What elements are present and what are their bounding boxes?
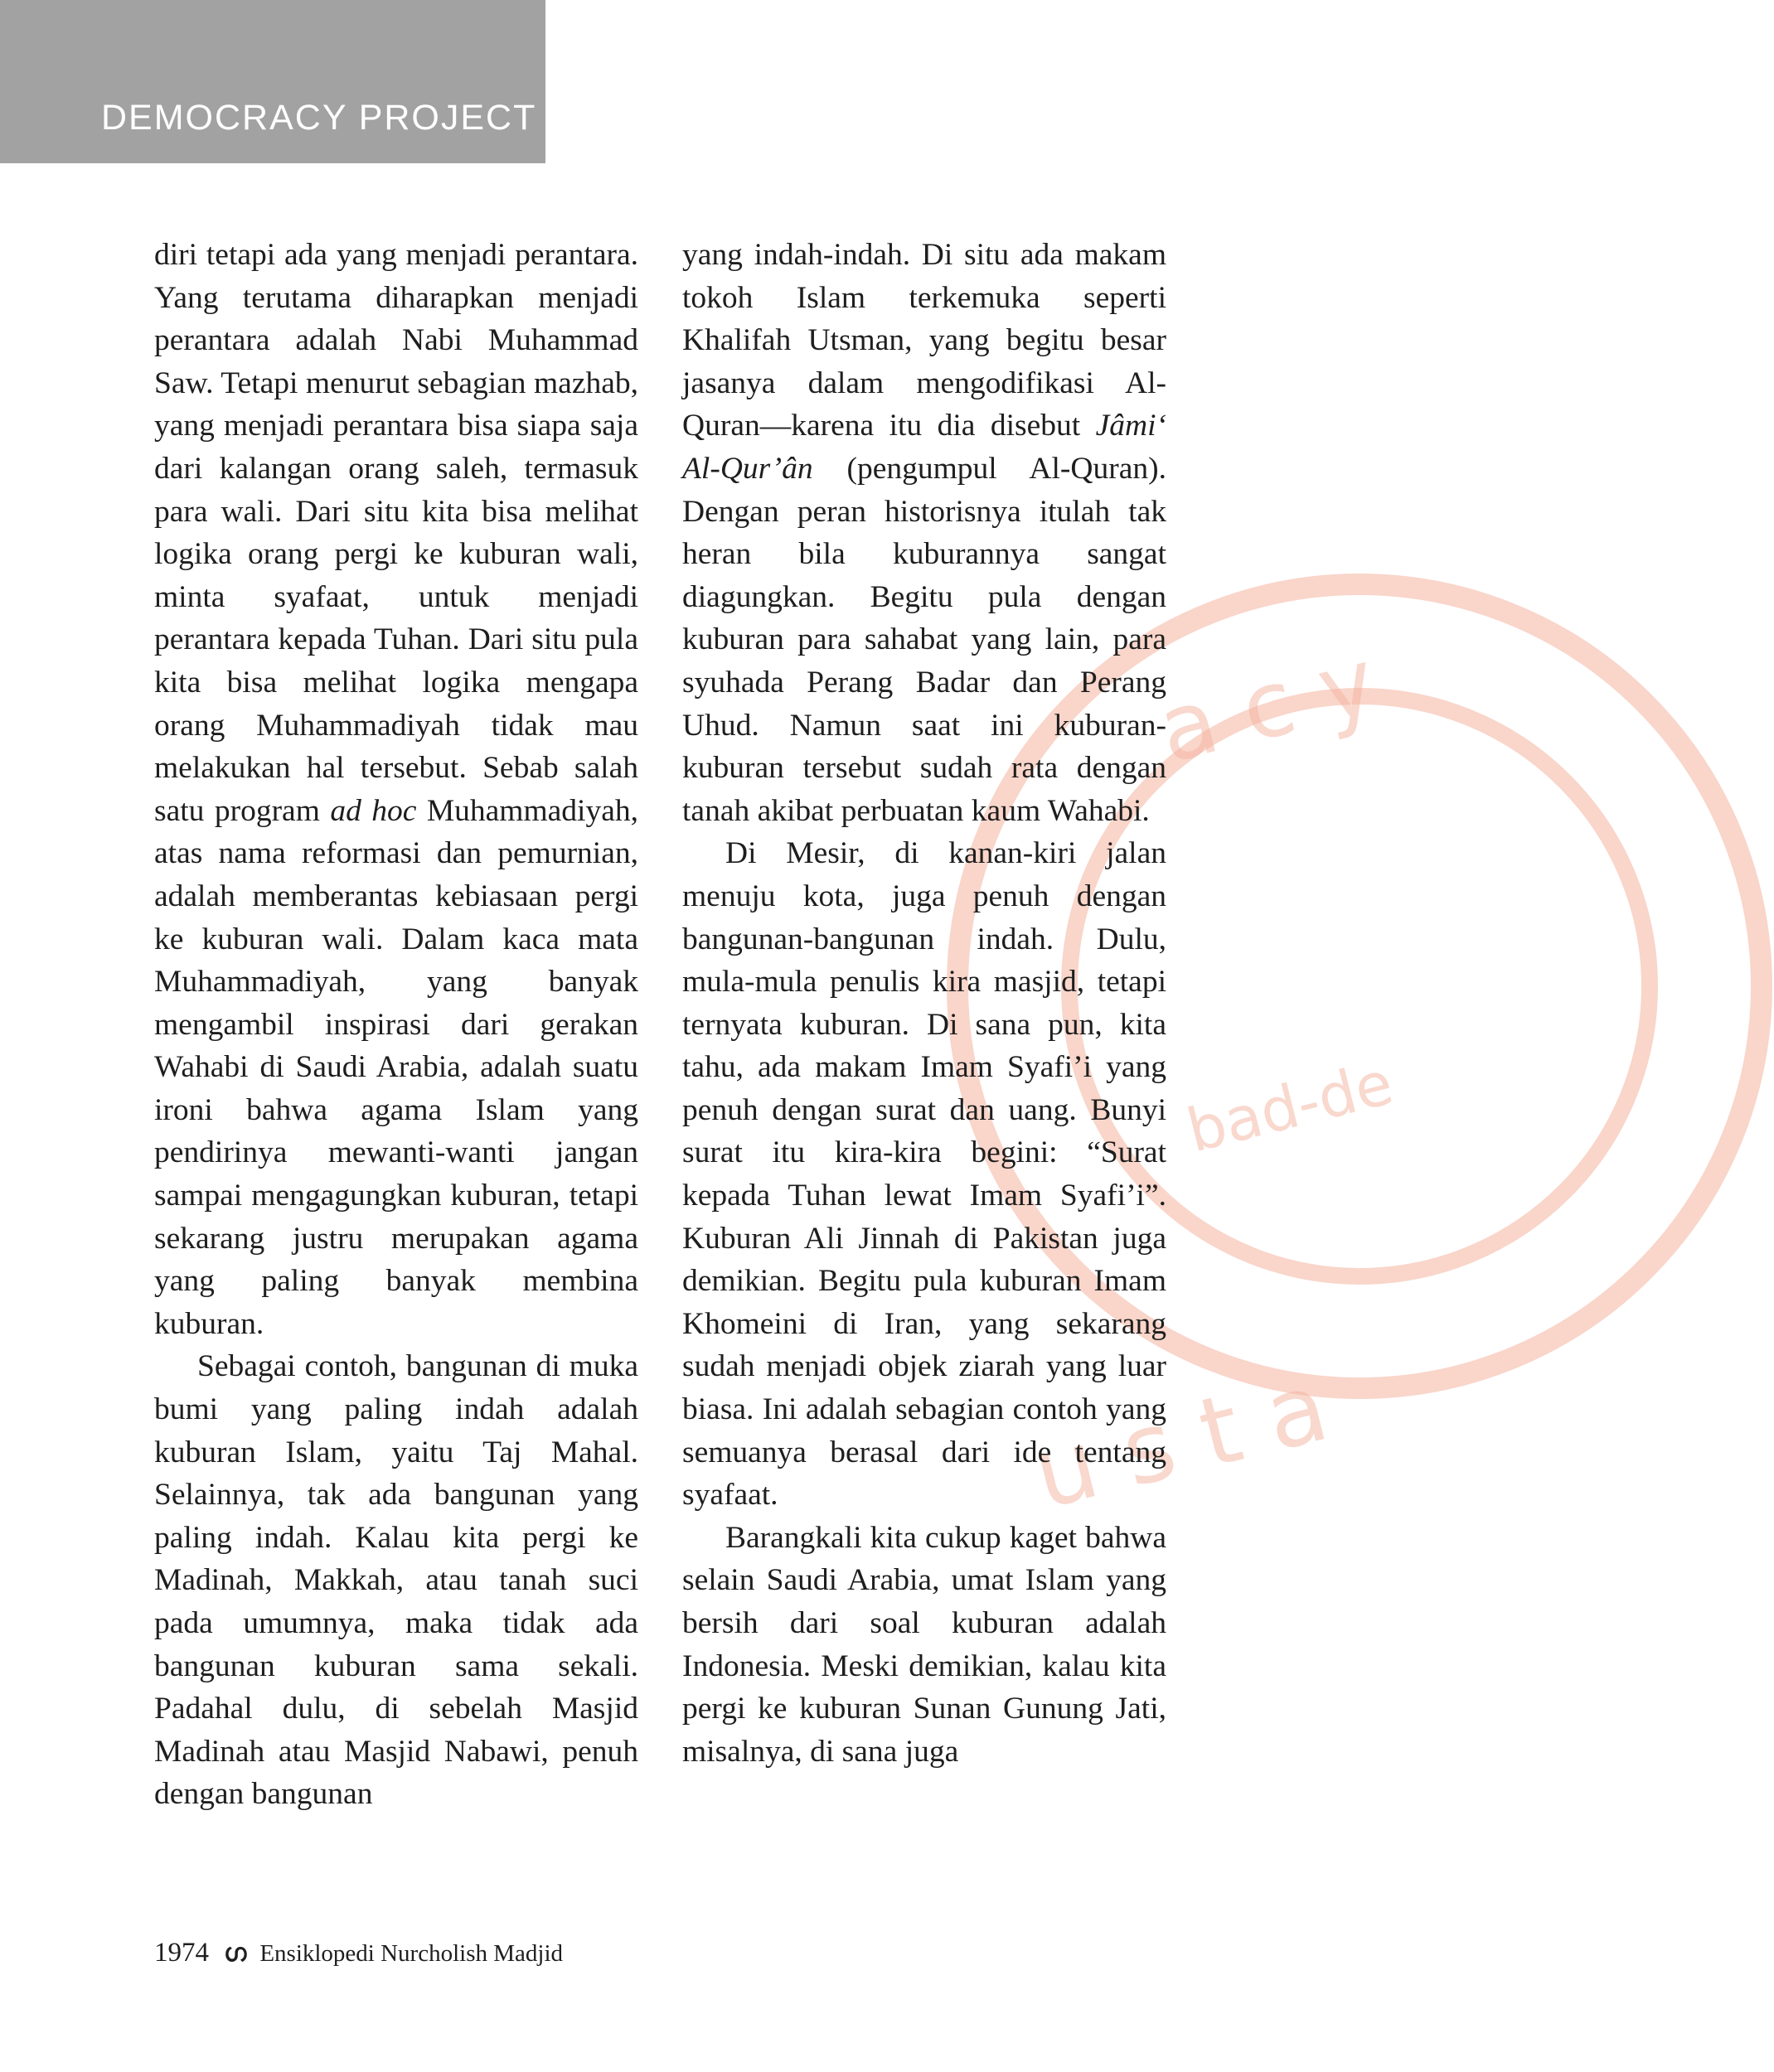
svg-text:a c y: a c y [1148,627,1386,784]
book-title: Ensiklopedi Nurcholish Madjid [259,1940,563,1967]
header-banner [0,0,545,163]
italic-term: ad hoc [330,793,417,828]
svg-text:bad-de: bad-de [1180,1048,1400,1166]
text-column-left [154,234,638,1816]
paragraph: Sebagai contoh, bangunan di muka bumi yang paling indah adalah kuburan Islam, yaitu Taj Mahal. Selainnya, tak ada bangunan yang paling indah. Kalau kita pergi ke Madinah, Makkah, atau tanah suci pada umumnya, maka tidak ada bangunan kuburan sama sekali. Padahal dulu, di sebelah Masjid Madinah atau Masjid Nabawi, penuh dengan bangunan [154,1349,638,1812]
paragraph: Di Mesir, di kanan-kiri jalan menuju kota, juga penuh dengan bangunan-bangunan indah. Dulu, mula-mula penulis kira masjid, tetapi ternyata kuburan. Di sana pun, kita tahu, ada makam Imam Syafi’i yang penuh dengan surat dan uang. Bunyi surat itu kira-kira begini: “Surat kepada Tuhan lewat Imam Syafi’i”. Kuburan Ali Jinnah di Pakistan juga demikian. Begitu pula kuburan Imam Khomeini di Iran, yang sekarang sudah menjadi objek ziarah yang luar biasa. Ini adalah sebagian contoh yang semuanya berasal dari ide tentang syafaat. [682,836,1166,1513]
italic-term: Jâmi‘ Al-Qur’ân [682,409,1166,486]
paragraph: yang indah-indah. Di situ ada makam tokoh Islam terkemuka seperti Khalifah Utsman, yang begitu besar jasanya dalam mengodifikasi Al-Quran—karena itu dia disebut Jâmi‘ Al-Qur’ân (pengumpul Al-Quran). Dengan peran historisnya itulah tak heran bila kuburannya sangat diagungkan. Begitu pula dengan kuburan para sahabat yang lain, para syuhada Perang Badar dan Perang Uhud. Namun saat ini kuburan-kuburan tersebut sudah rata dengan tanah akibat perbuatan kaum Wahabi. [682,238,1166,828]
svg-text:u s t a: u s t a [1023,1351,1339,1532]
text-column-right [682,234,1166,1773]
header-title: DEMOCRACY PROJECT [101,98,537,138]
page-footer [154,1938,563,1968]
page-number: 1974 [154,1938,209,1968]
ornament-icon: ഗ [224,1939,247,1967]
paragraph: Barangkali kita cukup kaget bahwa selain Saudi Arabia, umat Islam yang bersih dari soal kuburan adalah Indonesia. Meski demikian, kalau kita pergi ke kuburan Sunan Gunung Jati, misalnya, di sana juga [682,1520,1166,1769]
paragraph: diri tetapi ada yang menjadi perantara. Yang terutama diharapkan menjadi perantara adalah Nabi Muhammad Saw. Tetapi menurut sebagian mazhab, yang menjadi perantara bisa siapa saja dari kalangan orang saleh, termasuk para wali. Dari situ kita bisa melihat logika orang pergi ke kuburan wali, minta syafaat, untuk menjadi perantara kepada Tuhan. Dari situ pula kita bisa melihat logika mengapa orang Muhammadiyah tidak mau melakukan hal tersebut. Sebab salah satu program ad hoc Muhammadiyah, atas nama reformasi dan pemurnian, adalah memberantas kebiasaan pergi ke kuburan wali. Dalam kaca mata Muhammadiyah, yang banyak mengambil inspirasi dari gerakan Wahabi di Saudi Arabia, adalah suatu ironi bahwa agama Islam yang pendirinya mewanti-wanti jangan sampai mengagungkan kuburan, tetapi sekarang justru merupakan agama yang paling banyak membina kuburan. [154,238,638,1341]
